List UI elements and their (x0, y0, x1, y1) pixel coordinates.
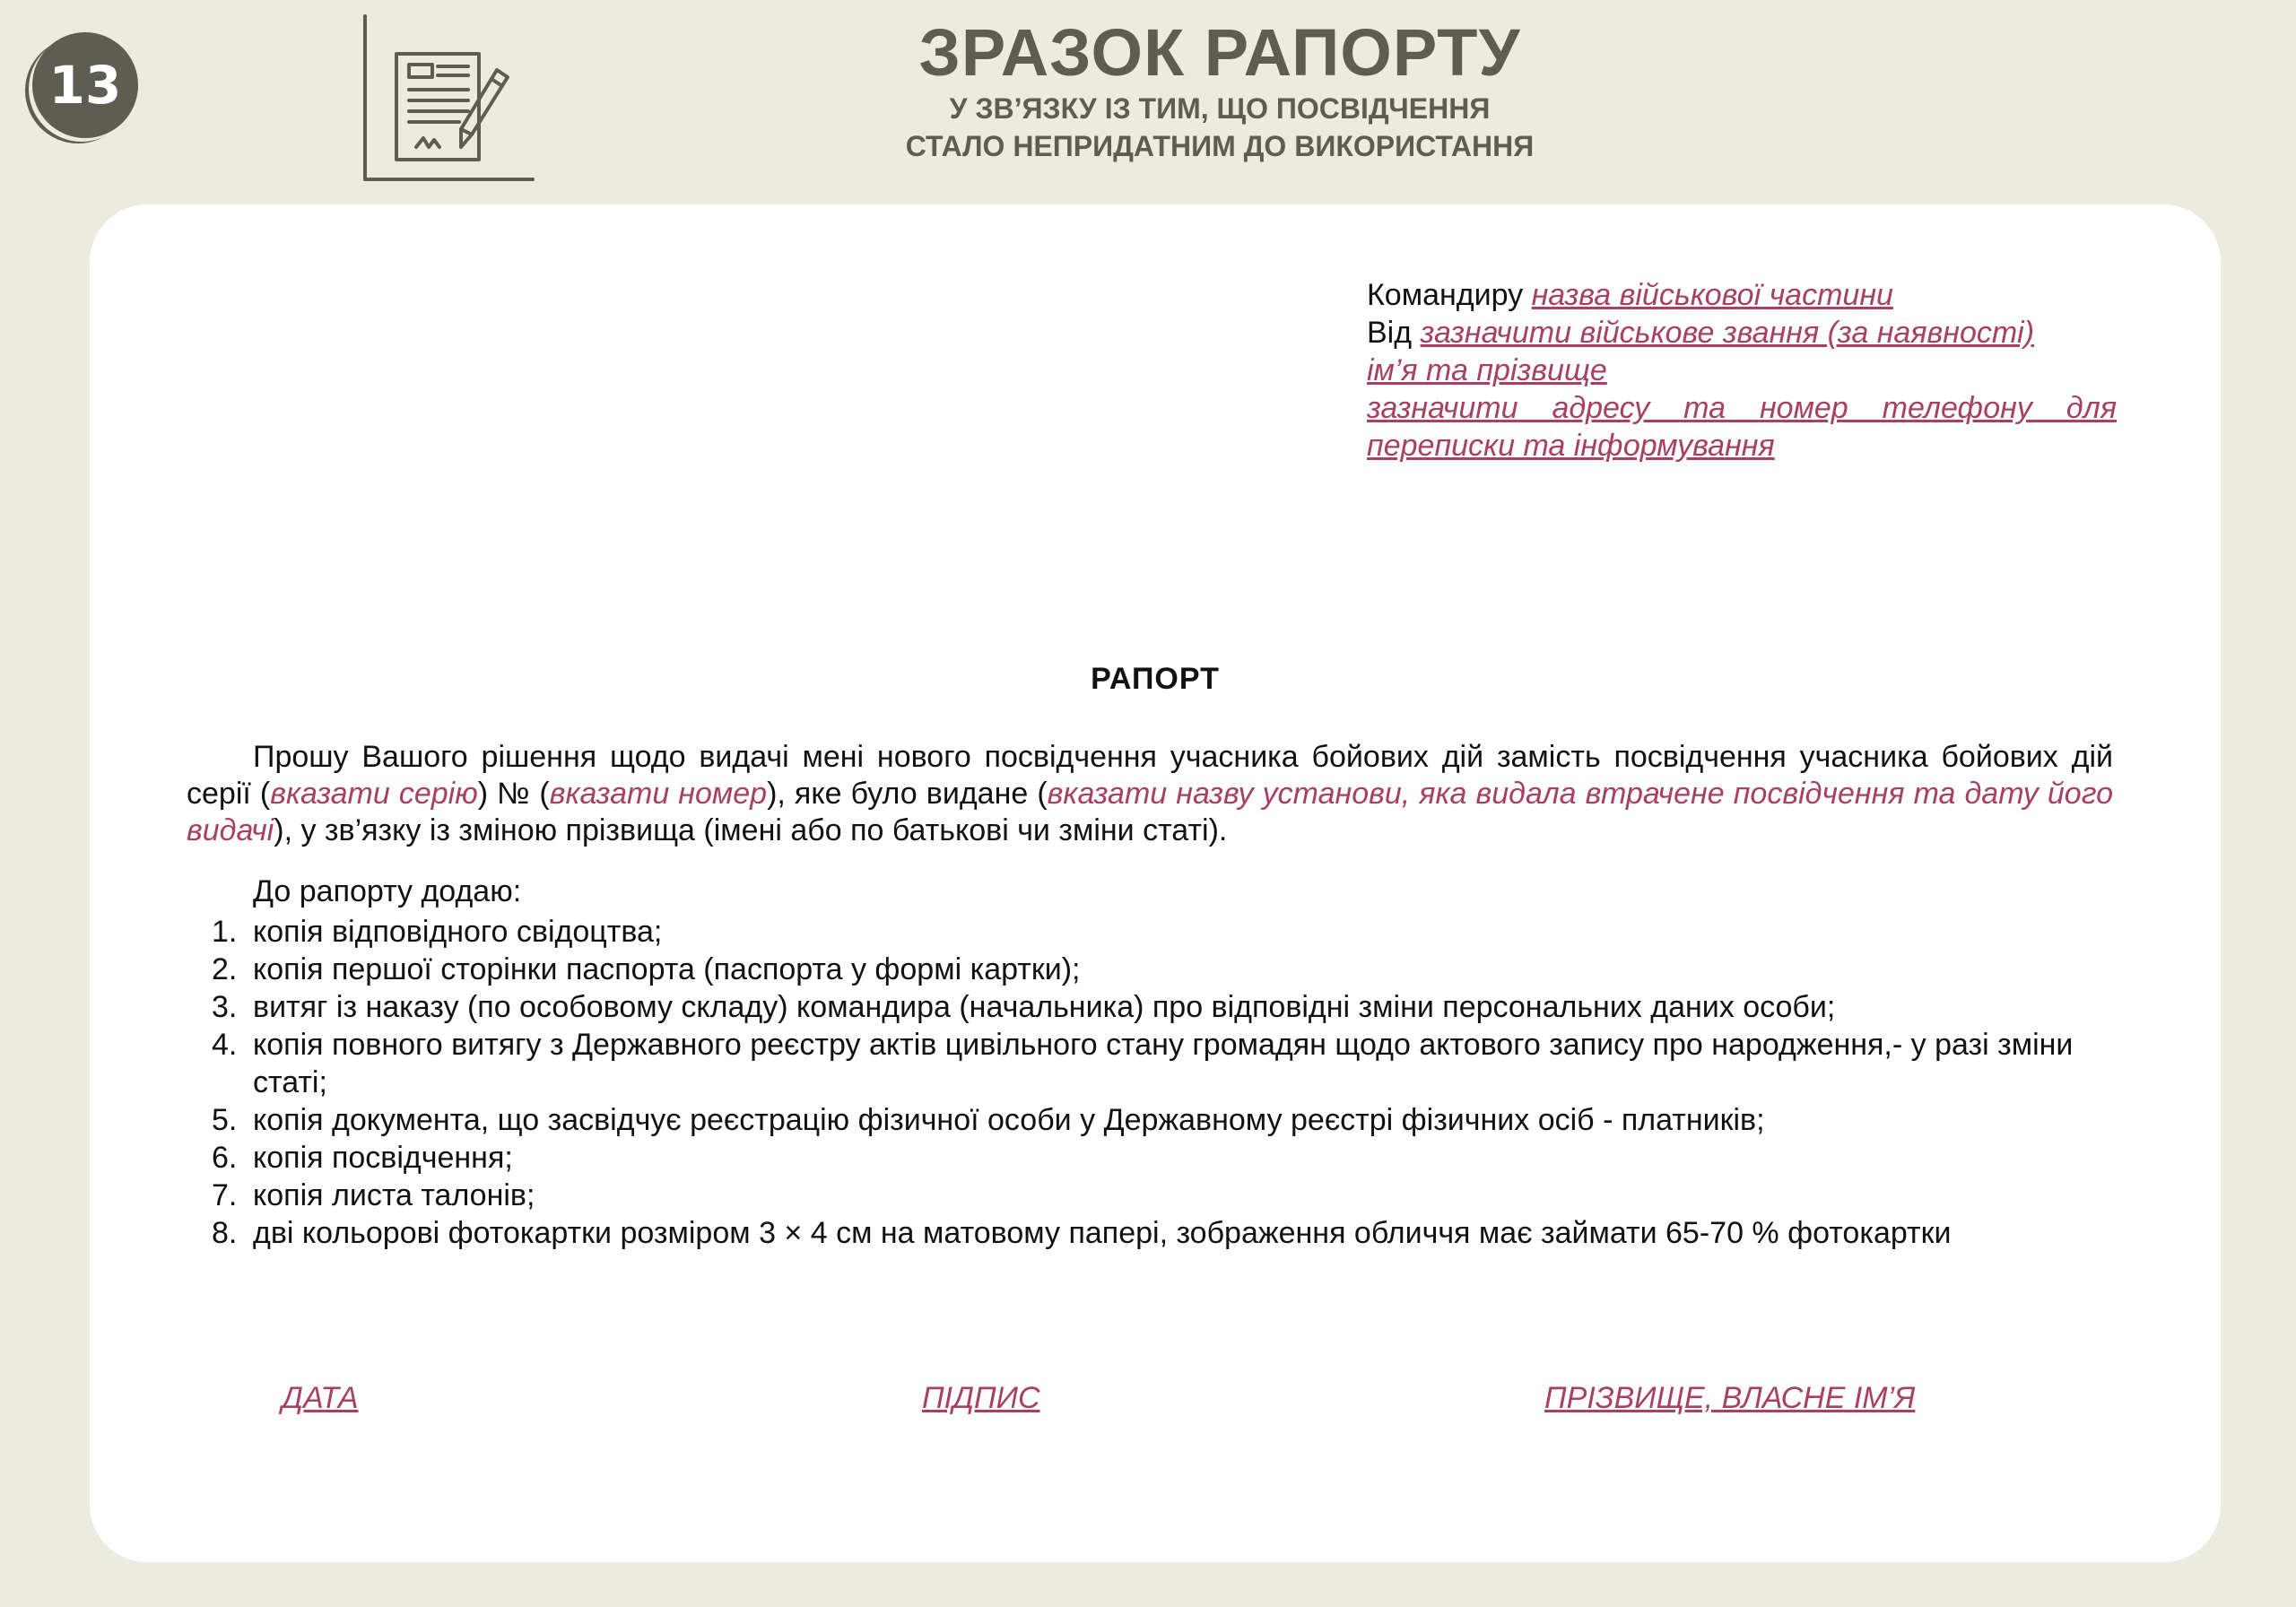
list-item-text: копія повного витягу з Державного реєстру актів цивільного стану громадян щодо актового запису про народження,- у разі зміни статі; (253, 1028, 2074, 1099)
list-item-number: 1. (212, 915, 238, 949)
number-placeholder: вказати номер (549, 777, 768, 811)
page-title: ЗРАЗОК РАПОРТУ (918, 15, 1521, 90)
signature-name: ПРІЗВИЩЕ, ВЛАСНЕ ІМ’Я (1544, 1381, 1916, 1415)
name-placeholder: ім’я та прізвище (1367, 353, 1607, 387)
to-label: Командиру (1367, 278, 1524, 312)
list-item-text: витяг із наказу (по особовому складу) командира (начальника) про відповідні зміни персональних даних особи; (253, 990, 1836, 1024)
unit-name-placeholder: назва військової частини (1531, 278, 1893, 312)
list-item (212, 951, 2122, 988)
list-item (212, 1026, 2122, 1101)
list-item-number: 5. (212, 1103, 238, 1137)
addressee-from (1367, 314, 2117, 352)
list-item-number: 8. (212, 1216, 238, 1250)
list-item (212, 988, 2122, 1026)
page-number-badge (32, 32, 138, 138)
page-subtitle-line1: У ЗВ’ЯЗКУ ІЗ ТИМ, ЩО ПОСВІДЧЕННЯ (949, 92, 1491, 125)
document-edit-icon (361, 13, 536, 183)
list-item-text: копія посвідчення; (253, 1141, 513, 1175)
issuer-placeholder: вказати назву установи, яка видала втрачене посвідчення та дату його видачі (187, 777, 2113, 847)
attachments-intro: До рапорту додаю: (253, 874, 522, 908)
page-subtitle-line2: СТАЛО НЕПРИДАТНИМ ДО ВИКОРИСТАННЯ (905, 130, 1535, 162)
report-title: РАПОРТ (1091, 662, 1220, 696)
list-item-number: 6. (212, 1141, 238, 1175)
report-body (187, 739, 2113, 849)
list-item-number: 2. (212, 952, 238, 986)
list-item (212, 1214, 2122, 1252)
list-item-text: копія першої сторінки паспорта (паспорта у формі картки); (253, 952, 1081, 986)
from-label: Від (1367, 316, 1413, 350)
contact-placeholder-line2: переписки та інформування (1367, 429, 1775, 463)
addressee-block (1367, 276, 2117, 465)
body-text-4: ), у зв’язку із зміною прізвища (імені або по батькові чи зміни статі). (274, 813, 1228, 847)
list-item (212, 1101, 2122, 1139)
list-item-text: копія документа, що засвідчує реєстрацію фізичної особи у Державному реєстрі фізичних осіб - платників; (253, 1103, 1765, 1137)
series-placeholder: вказати серію (270, 777, 478, 811)
attachments-list (212, 913, 2122, 1252)
page-header (682, 16, 1758, 165)
list-item-text: дві кольорові фотокартки розміром 3 × 4 см на матовому папері, зображення обличчя має займати 65-70 % фотокартки (253, 1216, 1952, 1250)
list-item-text: копія листа талонів; (253, 1178, 535, 1212)
list-item (212, 1139, 2122, 1177)
list-item (212, 1177, 2122, 1214)
list-item-number: 3. (212, 990, 238, 1024)
page-number: 13 (48, 55, 122, 116)
rank-placeholder: зазначити військове звання (за наявності) (1420, 316, 2035, 350)
list-item (212, 913, 2122, 951)
contact-placeholder-line1: зазначити адресу та номер телефону для (1367, 391, 2117, 425)
signature-sign: ПІДПИС (922, 1381, 1040, 1415)
body-text-3: ), яке було видане ( (767, 777, 1048, 811)
list-item-number: 4. (212, 1028, 238, 1062)
list-item-number: 7. (212, 1178, 238, 1212)
body-text-2: ) № ( (477, 777, 550, 811)
document-card (90, 204, 2221, 1562)
signature-date: ДАТА (282, 1381, 359, 1415)
list-item-text: копія відповідного свідоцтва; (253, 915, 663, 949)
addressee-to (1367, 276, 2117, 314)
body-text-1: Прошу Вашого рішення щодо видачі мені нового посвідчення учасника бойових дій замість посвідчення учасника бойових дій серії ( (187, 740, 2113, 811)
